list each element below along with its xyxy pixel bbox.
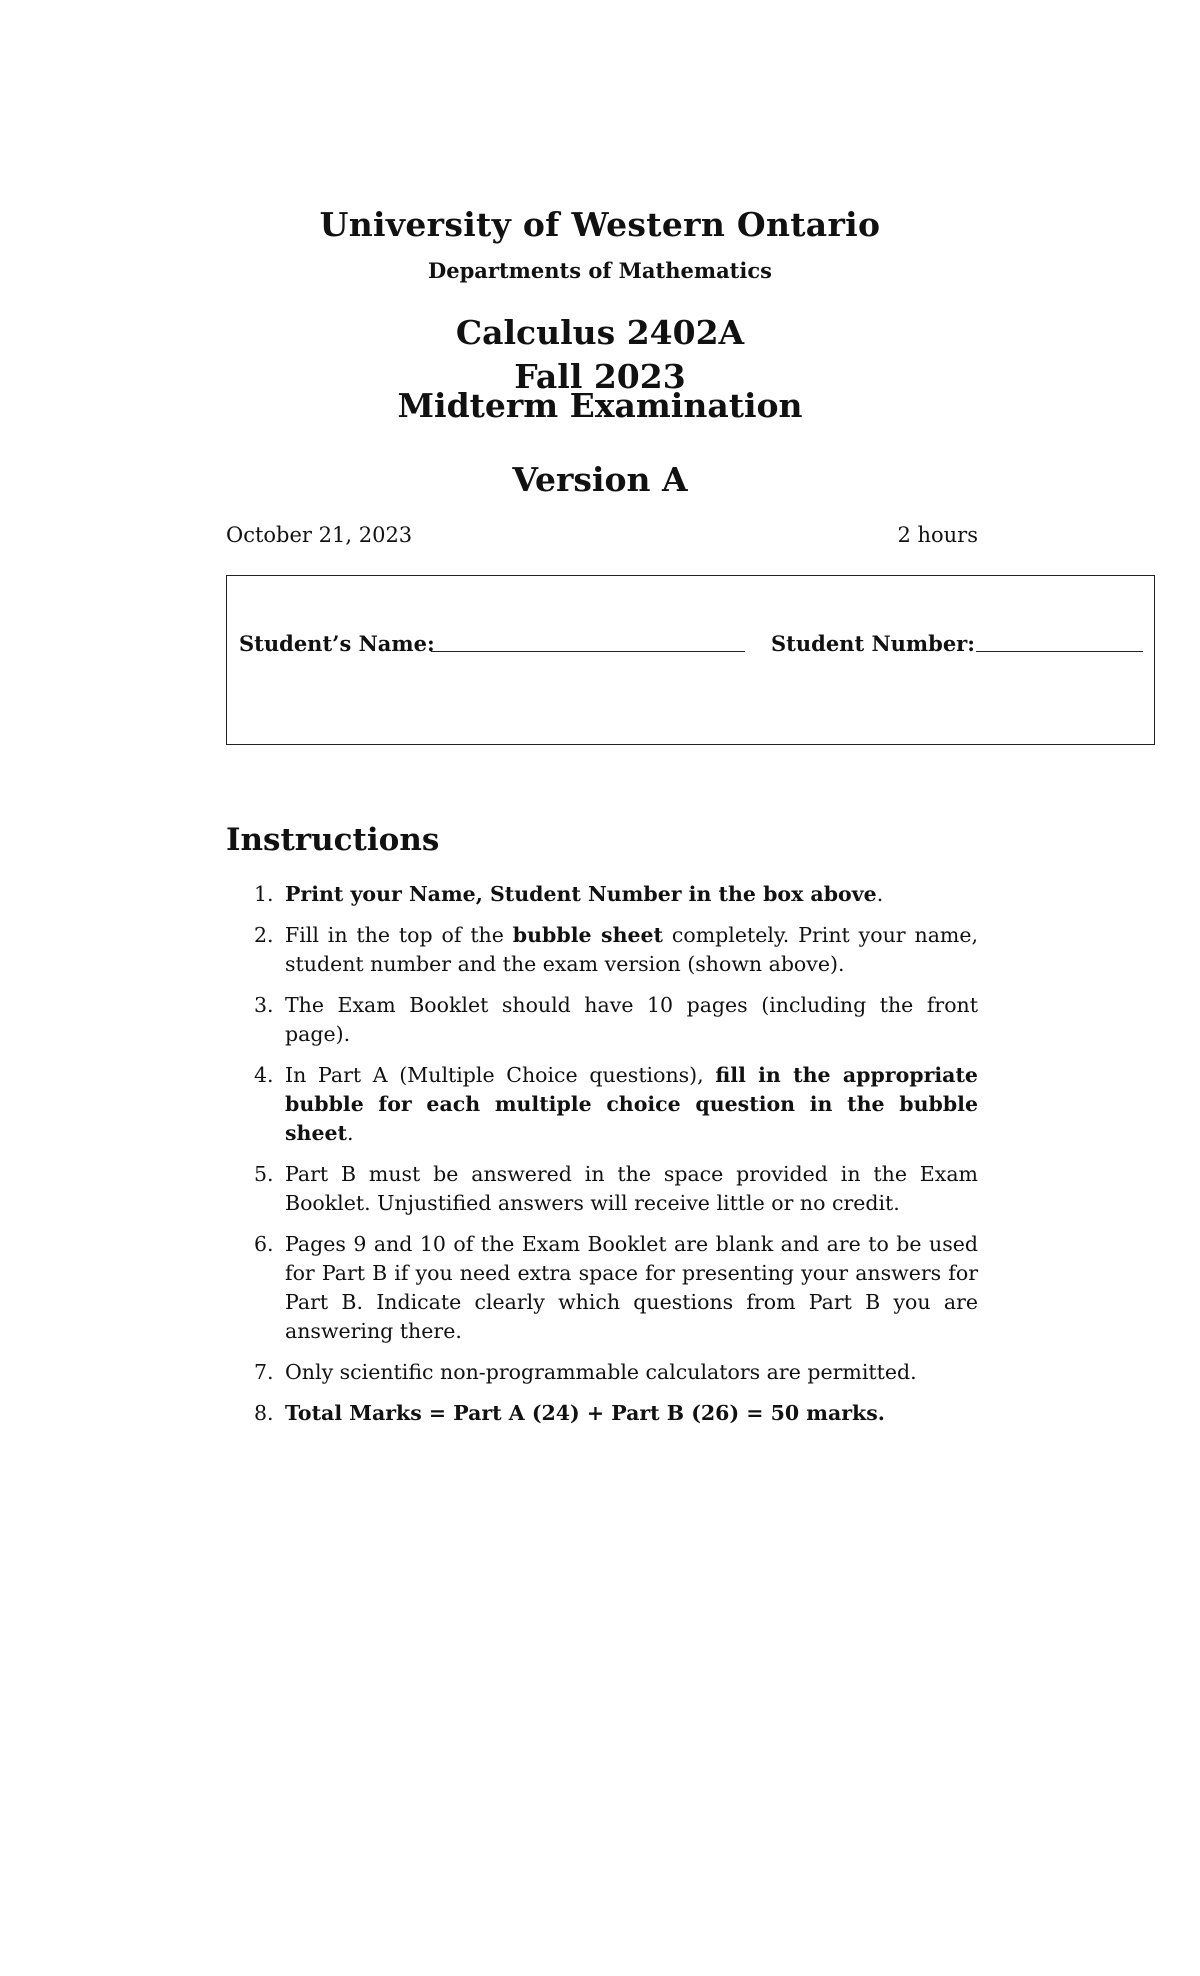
- exam-version: Version A: [512, 460, 688, 499]
- instruction-item: [226, 921, 978, 979]
- instruction-item: [226, 1358, 978, 1387]
- instruction-bold-text: fill in the appropriate bubble for each multiple choice question in the bubble sheet: [285, 1063, 978, 1145]
- student-name-label: Student’s Name:: [239, 631, 435, 656]
- department-name: Departments of Mathematics: [428, 258, 772, 283]
- instruction-number: 2.: [254, 923, 274, 947]
- instruction-item: [226, 1399, 978, 1428]
- instruction-number: 1.: [254, 882, 274, 906]
- instruction-bold-text: Total Marks = Part A (24) + Part B (26) = 50 marks.: [285, 1401, 885, 1425]
- instructions-heading: Instructions: [226, 822, 440, 858]
- instruction-number: 8.: [254, 1401, 274, 1425]
- instruction-number: 5.: [254, 1162, 274, 1186]
- instruction-item: [226, 1061, 978, 1148]
- instruction-text: Pages 9 and 10 of the Exam Booklet are blank and are to be used for Part B if you need extra space for presenting your answers for Part B. Indicate clearly which questions from Part B you are answering there.: [285, 1232, 978, 1343]
- instruction-item: [226, 1230, 978, 1346]
- exam-title: Midterm Examination: [397, 386, 803, 425]
- course-title: Calculus 2402A: [455, 313, 745, 352]
- instruction-text: .: [347, 1121, 354, 1145]
- student-name-field[interactable]: [431, 651, 745, 652]
- student-number-field[interactable]: [976, 651, 1143, 652]
- instruction-text: Fill in the top of the: [285, 923, 513, 947]
- instruction-number: 7.: [254, 1360, 274, 1384]
- instruction-number: 3.: [254, 993, 274, 1017]
- instruction-text: The Exam Booklet should have 10 pages (including the front page).: [285, 993, 978, 1046]
- student-number-label: Student Number:: [771, 631, 976, 656]
- instructions-list: [226, 880, 978, 1440]
- exam-date: October 21, 2023: [226, 523, 413, 547]
- term-title: Fall 2023: [514, 357, 686, 396]
- instruction-item: [226, 880, 978, 909]
- instruction-text: .: [876, 882, 884, 906]
- instruction-item: [226, 991, 978, 1049]
- instruction-text: completely. Print your name, student number and the exam version (shown above).: [285, 923, 978, 976]
- instruction-text: Only scientific non-programmable calculators are permitted.: [285, 1360, 917, 1384]
- instruction-text: Part B must be answered in the space provided in the Exam Booklet. Unjustified answers will receive little or no credit.: [285, 1162, 978, 1215]
- instruction-item: [226, 1160, 978, 1218]
- university-name: University of Western Ontario: [319, 205, 881, 244]
- exam-duration: 2 hours: [897, 523, 978, 547]
- instruction-text: In Part A (Multiple Choice questions),: [285, 1063, 716, 1087]
- student-id-box: [226, 575, 1155, 745]
- instruction-bold-text: bubble sheet: [512, 923, 664, 947]
- instruction-number: 6.: [254, 1232, 274, 1256]
- instruction-number: 4.: [254, 1063, 274, 1087]
- instruction-bold-text: Print your Name, Student Number in the box above: [285, 882, 877, 906]
